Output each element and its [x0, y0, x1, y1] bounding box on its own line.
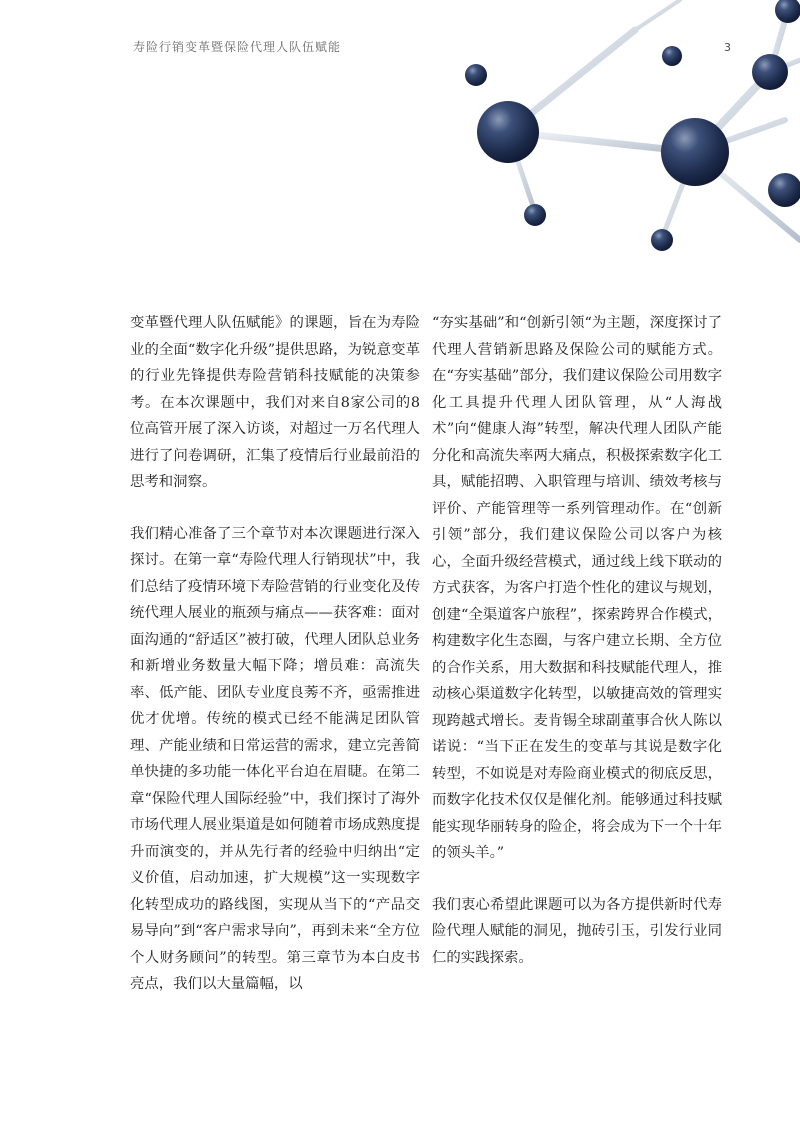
molecule-network-icon — [440, 0, 800, 270]
paragraph: “夯实基础”和“创新引领“为主题，深度探讨了代理人营销新思路及保险公司的赋能方式。在“夯实基础”部分，我们建议保险公司用数字化工具提升代理人团队管理，从“人海战术”向“健康人海”转型，解决代理人团队产能分化和高流失率两大痛点，积极探索数字化工具，赋能招聘、入职管理与培训、绩效考核与评价、产能管理等一系列管理动作。在“创新引领”部分，我们建议保险公司以客户为核心，全面升级经营模式，通过线上线下联动的方式获客，为客户打造个性化的建议与规划，创建“全渠道客户旅程”，探索跨界合作模式，构建数字化生态圈，与客户建立长期、全方位的合作关系，用大数据和科技赋能代理人，推动核心渠道数字化转型，以敏捷高效的管理实现跨越式增长。麦肯锡全球副董事合伙人陈以诺说：“当下正在发生的变革与其说是数字化转型，不如说是对寿险商业模式的彻底反思，而数字化技术仅仅是催化剂。能够通过科技赋能实现华丽转身的险企，将会成为下一个十年的领头羊。” — [432, 315, 722, 861]
paragraph: 变革暨代理人队伍赋能》的课题，旨在为寿险业的全面“数字化升级”提供思路，为锐意变革的行业先锋提供寿险营销科技赋能的决策参考。在本次课题中，我们对来自8家公司的8位高管开展了深入访谈，对超过一万名代理人进行了问卷调研，汇集了疫情后行业最前沿的思考和洞察。 — [130, 315, 420, 490]
running-header-title: 寿险行销变革暨保险代理人队伍赋能 — [133, 40, 342, 54]
paragraph: 我们衷心希望此课题可以为各方提供新时代寿险代理人赋能的洞见，抛砖引玉，引发行业同仁的实践探索。 — [432, 896, 722, 966]
page-number: 3 — [724, 41, 731, 54]
body-column-left — [130, 310, 420, 998]
body-column-right — [432, 310, 722, 971]
paragraph: 我们精心准备了三个章节对本次课题进行深入探讨。在第一章“寿险代理人行销现状”中，我们总结了疫情环境下寿险营销的行业变化及传统代理人展业的瓶颈与痛点——获客难：面对面沟通的“舒适区”被打破，代理人团队总业务和新增业务数量大幅下降；增员难：高流失率、低产能、团队专业度良莠不齐，亟需推进优才优增。传统的模式已经不能满足团队管理、产能业绩和日常运营的需求，建立完善简单快捷的多功能一体化平台迫在眉睫。在第二章“保险代理人国际经验”中，我们探讨了海外市场代理人展业渠道是如何随着市场成熟度提升而演变的，并从先行者的经验中归纳出“定义价值，启动加速，扩大规模”这一实现数字化转型成功的路线图，实现从当下的“产品交易导向”到“客户需求导向”，再到未来“全方位个人财务顾问”的转型。第三章节为本白皮书亮点，我们以大量篇幅，以 — [130, 525, 420, 992]
